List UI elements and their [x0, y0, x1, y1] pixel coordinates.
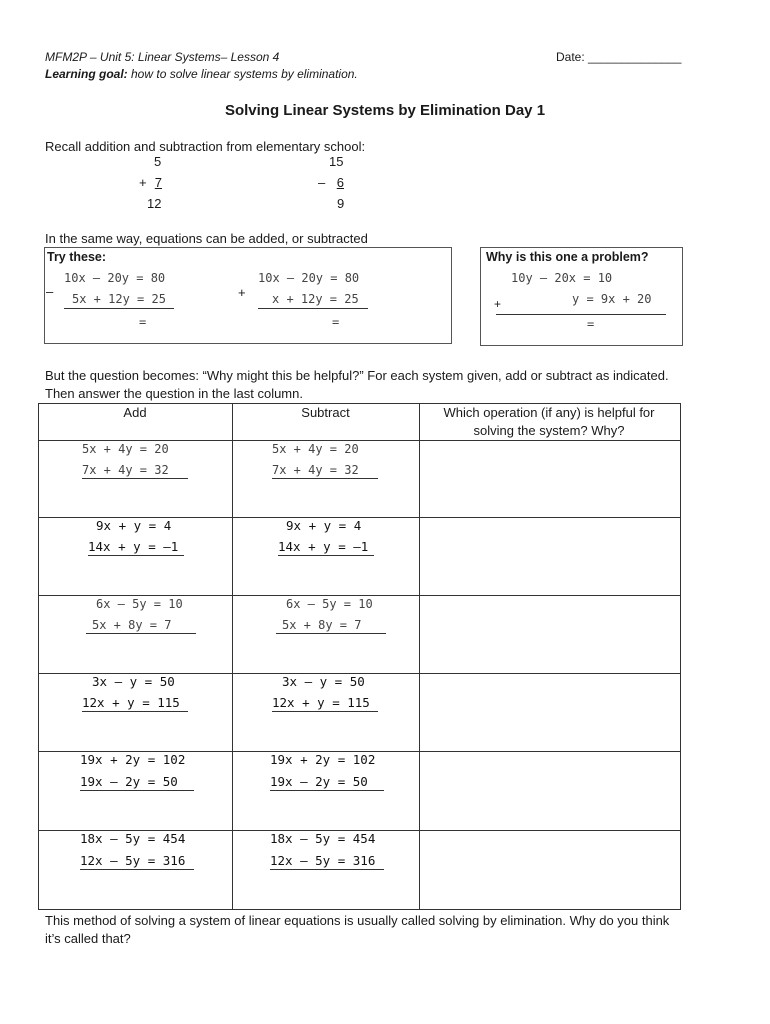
try-left-op: –	[46, 284, 54, 299]
row6-add-underline	[80, 869, 194, 870]
page-title: Solving Linear Systems by Elimination Day 1	[224, 102, 546, 119]
row3-add-eq1: 6x – 5y = 10	[96, 597, 183, 611]
problem-underline	[496, 314, 666, 315]
row3-sub-eq2: 5x + 8y = 7	[282, 618, 362, 632]
problem-label: Why is this one a problem?	[486, 250, 649, 264]
recall-text: Recall addition and subtraction from elementary school:	[45, 139, 366, 154]
row4-sub-eq2: 12x + y = 115	[272, 695, 370, 710]
row5-add-eq2: 19x – 2y = 50	[80, 774, 178, 789]
row2-add-eq2: 14x + y = –1	[88, 539, 179, 554]
row4-sub-eq1: 3x – y = 50	[282, 674, 365, 689]
row5-add-eq1: 19x + 2y = 102	[80, 752, 186, 767]
row1-sub-underline	[272, 478, 378, 479]
course-heading: MFM2P – Unit 5: Linear Systems– Lesson 4	[45, 50, 280, 64]
header-question-1: Which operation (if any) is helpful for	[443, 405, 655, 420]
learning-goal	[45, 67, 358, 81]
row6-sub-eq1: 18x – 5y = 454	[270, 831, 376, 846]
row3-sub-eq1: 6x – 5y = 10	[286, 597, 373, 611]
problem-result: =	[587, 317, 595, 331]
row4-add-eq2: 12x + y = 115	[82, 695, 180, 710]
question-line-1: But the question becomes: “Why might this be helpful?” For each system given, add or subtract as indicated.	[45, 368, 669, 383]
row4-add-underline	[82, 711, 188, 712]
learning-goal-label: Learning goal:	[45, 67, 128, 81]
try-left-result: =	[139, 315, 147, 329]
row2-sub-eq2: 14x + y = –1	[278, 539, 369, 554]
row2-add-underline	[88, 555, 184, 556]
same-way-text: In the same way, equations can be added, or subtracted	[45, 231, 368, 246]
row1-add-underline	[82, 478, 188, 479]
row6-sub-eq2: 12x – 5y = 316	[270, 853, 376, 868]
recall-add-top: 5	[154, 154, 162, 169]
row4-add-eq1: 3x – y = 50	[92, 674, 175, 689]
try-left-eq1: 10x – 20y = 80	[64, 271, 166, 285]
row1-sub-eq2: 7x + 4y = 32	[272, 463, 359, 477]
try-left-eq2: 5x + 12y = 25	[72, 292, 166, 306]
row3-add-eq2: 5x + 8y = 7	[92, 618, 172, 632]
row4-sub-underline	[272, 711, 378, 712]
try-right-underline	[258, 308, 368, 309]
footer-line-2: it’s called that?	[45, 931, 131, 946]
try-left-underline	[64, 308, 174, 309]
date-field: Date: ______________	[556, 50, 682, 64]
recall-add-op: +	[139, 175, 147, 190]
row6-add-eq1: 18x – 5y = 454	[80, 831, 186, 846]
recall-sub-bottom: 6	[336, 175, 344, 190]
header-add: Add	[123, 405, 147, 420]
row2-add-eq1: 9x + y = 4	[96, 518, 172, 533]
recall-add-bottom: 7	[154, 175, 162, 190]
row2-sub-underline	[278, 555, 374, 556]
try-right-eq2: x + 12y = 25	[272, 292, 359, 306]
problem-eq1: 10y – 20x = 10	[511, 271, 613, 285]
problem-op: +	[494, 297, 502, 311]
problem-eq2: y = 9x + 20	[572, 292, 652, 306]
recall-sub-top: 15	[329, 154, 344, 169]
row2-sub-eq1: 9x + y = 4	[286, 518, 362, 533]
row1-sub-eq1: 5x + 4y = 20	[272, 442, 359, 456]
row3-add-underline	[86, 633, 196, 634]
header-subtract: Subtract	[301, 405, 350, 420]
question-line-2: Then answer the question in the last column.	[45, 386, 303, 401]
learning-goal-text: how to solve linear systems by elimination.	[127, 67, 358, 81]
row5-sub-eq1: 19x + 2y = 102	[270, 752, 376, 767]
try-right-result: =	[332, 315, 340, 329]
recall-add-result: 12	[147, 196, 162, 211]
row1-add-eq1: 5x + 4y = 20	[82, 442, 169, 456]
row5-sub-eq2: 19x – 2y = 50	[270, 774, 368, 789]
try-these-label: Try these:	[47, 250, 107, 264]
row5-sub-underline	[270, 790, 384, 791]
try-right-eq1: 10x – 20y = 80	[258, 271, 360, 285]
row1-add-eq2: 7x + 4y = 32	[82, 463, 169, 477]
header-question-2: solving the system? Why?	[473, 423, 625, 438]
row6-add-eq2: 12x – 5y = 316	[80, 853, 186, 868]
try-right-op: +	[238, 285, 246, 300]
row6-sub-underline	[270, 869, 384, 870]
recall-sub-result: 9	[337, 196, 345, 211]
recall-sub-op: –	[318, 175, 326, 190]
row5-add-underline	[80, 790, 194, 791]
row3-sub-underline	[276, 633, 386, 634]
footer-line-1: This method of solving a system of linear equations is usually called solving by elimination. Why do you think	[45, 913, 670, 928]
